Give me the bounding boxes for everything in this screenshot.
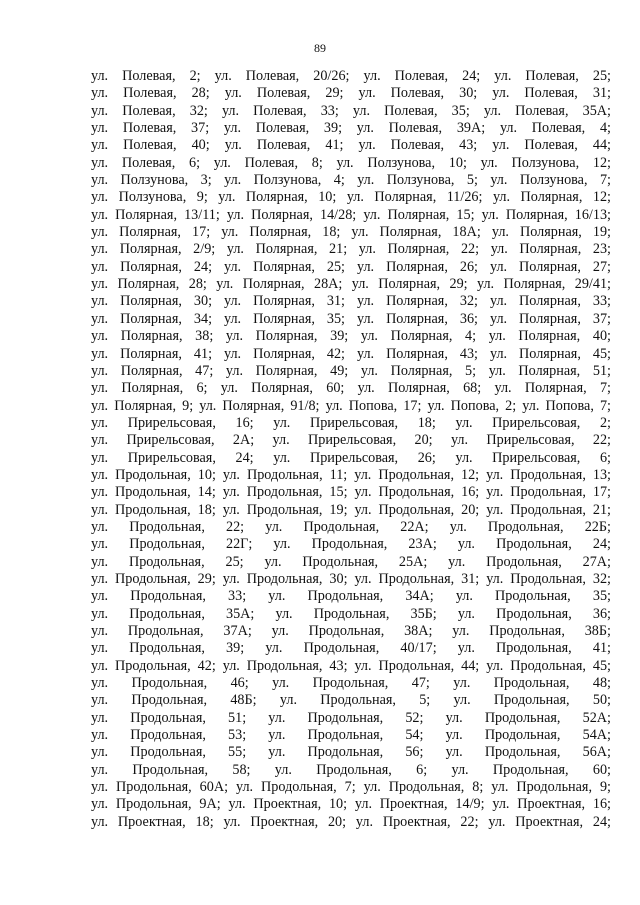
text-line: ул. Полярная, 2/9; ул. Полярная, 21; ул. Полярная, 22; ул. Полярная, 23; bbox=[91, 241, 611, 258]
text-line: ул. Продольная, 58; ул. Продольная, 6; ул. Продольная, 60; bbox=[91, 761, 611, 778]
text-line: ул. Продольная, 25; ул. Продольная, 25А; ул. Продольная, 27А; bbox=[91, 553, 611, 570]
text-line: ул. Продольная, 48Б; ул. Продольная, 5; ул. Продольная, 50; bbox=[91, 692, 611, 709]
text-line: ул. Продольная, 10; ул. Продольная, 11; ул. Продольная, 12; ул. Продольная, 13; bbox=[91, 466, 611, 483]
text-line: ул. Полярная, 6; ул. Полярная, 60; ул. Полярная, 68; ул. Полярная, 7; bbox=[91, 380, 611, 397]
text-line: ул. Полевая, 32; ул. Полевая, 33; ул. Полевая, 35; ул. Полевая, 35А; bbox=[91, 102, 611, 119]
text-line: ул. Продольная, 9А; ул. Проектная, 10; ул. Проектная, 14/9; ул. Проектная, 16; bbox=[91, 796, 611, 813]
text-line: ул. Полярная, 9; ул. Полярная, 91/8; ул. Попова, 17; ул. Попова, 2; ул. Попова, 7; bbox=[91, 397, 611, 414]
text-line: ул. Полевая, 37; ул. Полевая, 39; ул. Полевая, 39А; ул. Полевая, 4; bbox=[91, 120, 611, 137]
text-line: ул. Продольная, 14; ул. Продольная, 15; ул. Продольная, 16; ул. Продольная, 17; bbox=[91, 484, 611, 501]
text-line: ул. Продольная, 53; ул. Продольная, 54; ул. Продольная, 54А; bbox=[91, 727, 611, 744]
text-line: ул. Продольная, 60А; ул. Продольная, 7; ул. Продольная, 8; ул. Продольная, 9; bbox=[91, 779, 611, 796]
text-line: ул. Проектная, 18; ул. Проектная, 20; ул. Проектная, 22; ул. Проектная, 24; bbox=[91, 813, 611, 830]
text-line: ул. Полевая, 28; ул. Полевая, 29; ул. Полевая, 30; ул. Полевая, 31; bbox=[91, 85, 611, 102]
text-line: ул. Продольная, 18; ул. Продольная, 19; ул. Продольная, 20; ул. Продольная, 21; bbox=[91, 501, 611, 518]
text-line: ул. Полярная, 30; ул. Полярная, 31; ул. Полярная, 32; ул. Полярная, 33; bbox=[91, 293, 611, 310]
page-number: 89 bbox=[314, 41, 326, 55]
address-list bbox=[91, 68, 611, 831]
text-line: ул. Прирельсовая, 16; ул. Прирельсовая, 18; ул. Прирельсовая, 2; bbox=[91, 414, 611, 431]
text-line: ул. Полевая, 6; ул. Полевая, 8; ул. Ползунова, 10; ул. Ползунова, 12; bbox=[91, 154, 611, 171]
text-line: ул. Ползунова, 9; ул. Полярная, 10; ул. Полярная, 11/26; ул. Полярная, 12; bbox=[91, 189, 611, 206]
text-line: ул. Продольная, 22; ул. Продольная, 22А; ул. Продольная, 22Б; bbox=[91, 518, 611, 535]
text-line: ул. Полярная, 28; ул. Полярная, 28А; ул. Полярная, 29; ул. Полярная, 29/41; bbox=[91, 276, 611, 293]
text-line: ул. Продольная, 29; ул. Продольная, 30; ул. Продольная, 31; ул. Продольная, 32; bbox=[91, 570, 611, 587]
text-line: ул. Продольная, 42; ул. Продольная, 43; ул. Продольная, 44; ул. Продольная, 45; bbox=[91, 657, 611, 674]
text-line: ул. Полевая, 40; ул. Полевая, 41; ул. Полевая, 43; ул. Полевая, 44; bbox=[91, 137, 611, 154]
text-line: ул. Полярная, 41; ул. Полярная, 42; ул. Полярная, 43; ул. Полярная, 45; bbox=[91, 345, 611, 362]
text-line: ул. Полярная, 13/11; ул. Полярная, 14/28; ул. Полярная, 15; ул. Полярная, 16/13; bbox=[91, 206, 611, 223]
text-line: ул. Полярная, 38; ул. Полярная, 39; ул. Полярная, 4; ул. Полярная, 40; bbox=[91, 328, 611, 345]
text-line: ул. Продольная, 35А; ул. Продольная, 35Б; ул. Продольная, 36; bbox=[91, 605, 611, 622]
text-line: ул. Продольная, 39; ул. Продольная, 40/17; ул. Продольная, 41; bbox=[91, 640, 611, 657]
text-line: ул. Полевая, 2; ул. Полевая, 20/26; ул. Полевая, 24; ул. Полевая, 25; bbox=[91, 68, 611, 84]
text-line: ул. Ползунова, 3; ул. Ползунова, 4; ул. Ползунова, 5; ул. Ползунова, 7; bbox=[91, 172, 611, 189]
text-line: ул. Продольная, 55; ул. Продольная, 56; ул. Продольная, 56А; bbox=[91, 744, 611, 761]
text-line: ул. Прирельсовая, 24; ул. Прирельсовая, 26; ул. Прирельсовая, 6; bbox=[91, 449, 611, 466]
text-line: ул. Полярная, 24; ул. Полярная, 25; ул. Полярная, 26; ул. Полярная, 27; bbox=[91, 258, 611, 275]
text-line: ул. Полярная, 17; ул. Полярная, 18; ул. Полярная, 18А; ул. Полярная, 19; bbox=[91, 224, 611, 241]
text-line: ул. Продольная, 22Г; ул. Продольная, 23А; ул. Продольная, 24; bbox=[91, 536, 611, 553]
text-line: ул. Продольная, 46; ул. Продольная, 47; ул. Продольная, 48; bbox=[91, 675, 611, 692]
text-line: ул. Прирельсовая, 2А; ул. Прирельсовая, 20; ул. Прирельсовая, 22; bbox=[91, 432, 611, 449]
text-line: ул. Полярная, 47; ул. Полярная, 49; ул. Полярная, 5; ул. Полярная, 51; bbox=[91, 362, 611, 379]
text-line: ул. Продольная, 33; ул. Продольная, 34А; ул. Продольная, 35; bbox=[91, 588, 611, 605]
text-line: ул. Продольная, 37А; ул. Продольная, 38А; ул. Продольная, 38Б; bbox=[91, 623, 611, 639]
text-line: ул. Полярная, 34; ул. Полярная, 35; ул. Полярная, 36; ул. Полярная, 37; bbox=[91, 310, 611, 327]
text-line: ул. Продольная, 51; ул. Продольная, 52; ул. Продольная, 52А; bbox=[91, 709, 611, 726]
